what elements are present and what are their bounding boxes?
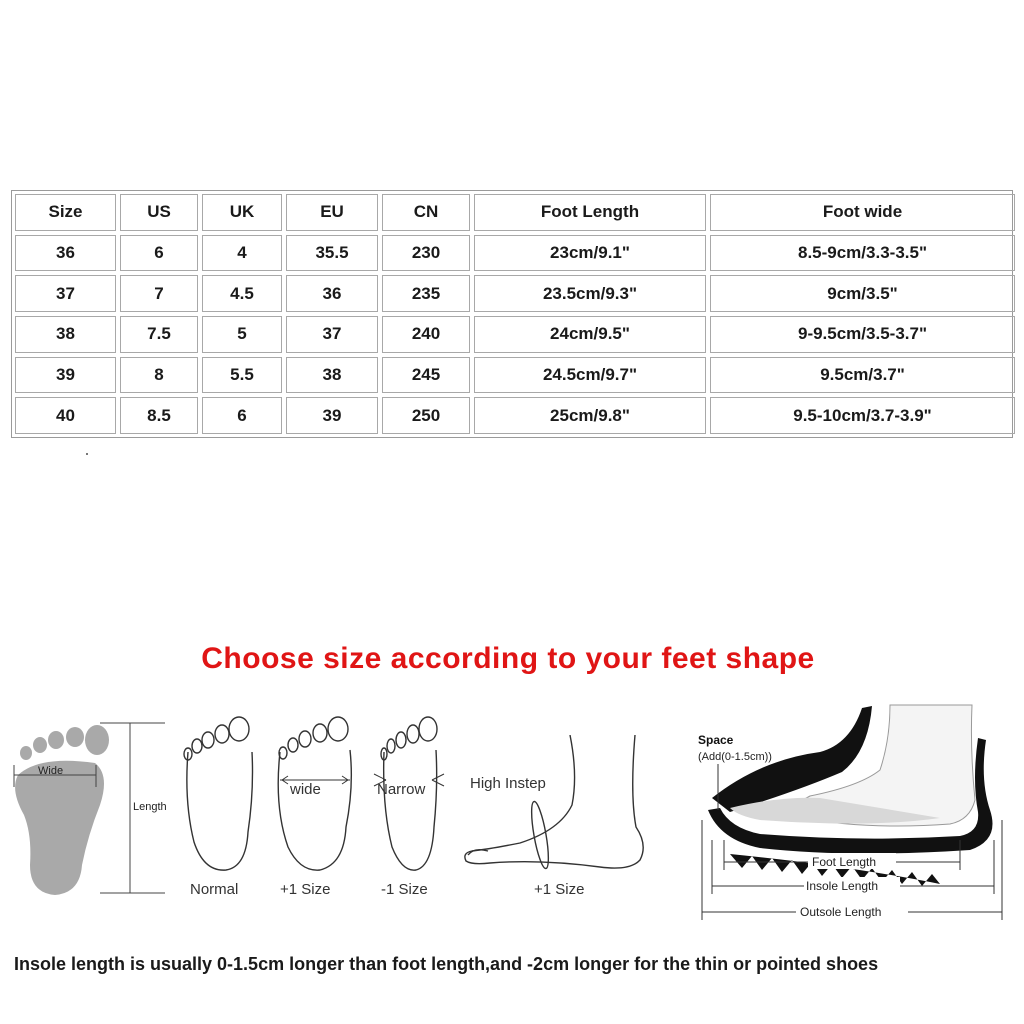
table-cell: 40 [15, 397, 116, 434]
table-cell: 8 [120, 357, 198, 394]
high-instep-caption: +1 Size [534, 881, 585, 898]
table-cell: 39 [15, 357, 116, 394]
table-cell: 23.5cm/9.3" [474, 275, 706, 312]
table-cell: 36 [15, 235, 116, 272]
stray-dot [86, 453, 88, 455]
table-cell: 230 [382, 235, 470, 272]
table-cell: 250 [382, 397, 470, 434]
narrow-caption: -1 Size [381, 881, 428, 898]
wide-tag: wide [290, 781, 321, 798]
table-header-cell: EU [286, 194, 378, 231]
table-cell: 6 [202, 397, 282, 434]
outsole-length-label: Outsole Length [800, 905, 882, 919]
table-cell: 245 [382, 357, 470, 394]
table-cell: 37 [286, 316, 378, 353]
table-header-cell: UK [202, 194, 282, 231]
table-cell: 9cm/3.5" [710, 275, 1015, 312]
shoe-cross-section-figure [690, 700, 1015, 930]
table-header-cell: Foot Length [474, 194, 706, 231]
table-cell: 38 [15, 316, 116, 353]
table-cell: 24.5cm/9.7" [474, 357, 706, 394]
high-instep-foot-icon [465, 735, 643, 870]
high-instep-tag: High Instep [470, 775, 546, 792]
wide-caption: +1 Size [280, 881, 331, 898]
table-cell: 37 [15, 275, 116, 312]
table-header-cell: Size [15, 194, 116, 231]
table-cell: 38 [286, 357, 378, 394]
table-cell: 235 [382, 275, 470, 312]
table-cell: 36 [286, 275, 378, 312]
table-cell: 39 [286, 397, 378, 434]
table-cell: 7 [120, 275, 198, 312]
narrow-tag: Narrow [377, 781, 426, 798]
space-title: Space [698, 733, 734, 747]
length-label: Length [133, 801, 167, 813]
table-cell: 8.5-9cm/3.3-3.5" [710, 235, 1015, 272]
table-header-cell: US [120, 194, 198, 231]
table-cell: 6 [120, 235, 198, 272]
table-header-cell: CN [382, 194, 470, 231]
table-cell: 9.5cm/3.7" [710, 357, 1015, 394]
table-cell: 5 [202, 316, 282, 353]
foot-silhouette-icon [15, 725, 109, 895]
space-note: (Add(0-1.5cm)) [698, 751, 772, 763]
table-cell: 35.5 [286, 235, 378, 272]
table-cell: 9-9.5cm/3.5-3.7" [710, 316, 1015, 353]
table-cell: 24cm/9.5" [474, 316, 706, 353]
table-cell: 25cm/9.8" [474, 397, 706, 434]
normal-foot-figure [176, 712, 261, 877]
foot-measure-figure [0, 715, 185, 900]
size-chart-table [11, 190, 1013, 438]
headline: Choose size according to your feet shape [201, 642, 815, 675]
table-cell: 240 [382, 316, 470, 353]
table-cell: 5.5 [202, 357, 282, 394]
table-cell: 8.5 [120, 397, 198, 434]
table-cell: 4.5 [202, 275, 282, 312]
table-cell: 4 [202, 235, 282, 272]
normal-caption: Normal [190, 881, 239, 898]
table-cell: 7.5 [120, 316, 198, 353]
insole-length-label: Insole Length [806, 879, 879, 893]
table-cell: 23cm/9.1" [474, 235, 706, 272]
normal-foot-icon [184, 717, 253, 870]
foot-length-label: Foot Length [812, 855, 877, 869]
table-cell: 9.5-10cm/3.7-3.9" [710, 397, 1015, 434]
size-grid [15, 194, 1009, 434]
table-header-cell: Foot wide [710, 194, 1015, 231]
wide-label: Wide [38, 765, 64, 777]
insole-note: Insole length is usually 0-1.5cm longer than foot length,and -2cm longer for the thin or pointed shoes [14, 954, 879, 974]
high-instep-figure [460, 735, 670, 885]
